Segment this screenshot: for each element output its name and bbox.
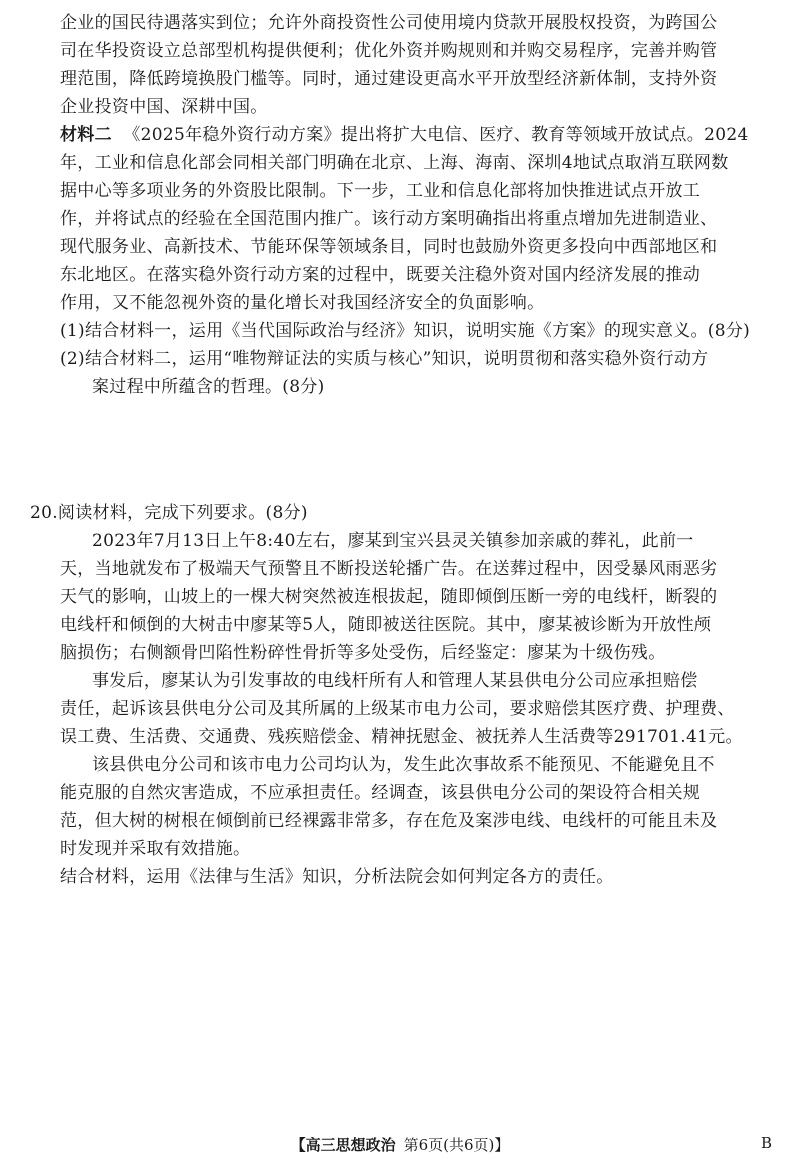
q20-para1-line: 天气的影响，山坡上的一棵大树突然被连根拔起，随即倾倒压断一旁的电线杆，断裂的 bbox=[60, 587, 718, 607]
material2-label: 材料二 bbox=[60, 125, 112, 145]
q20-para1-line: 电线杆和倾倒的大树击中廖某等5人，随即被送往医院。其中，廖某被诊断为开放性颅 bbox=[60, 615, 712, 635]
q20-para2-line: 误工费、生活费、交通费、残疾赔偿金、精神抚慰金、被抚养人生活费等291701.41元。 bbox=[60, 727, 743, 747]
material2-line: 年，工业和信息化部会同相关部门明确在北京、上海、海南、深圳4地试点取消互联网数 bbox=[60, 153, 729, 173]
footer-page-number: 第6页(共6页)】 bbox=[403, 1136, 510, 1154]
page-footer bbox=[0, 1134, 800, 1155]
q20-para1-line: 2023年7月13日上午8:40左右，廖某到宝兴县灵关镇参加亲戚的葬礼，此前一 bbox=[92, 531, 694, 551]
q19-subquestion-2-cont: 案过程中所蕴含的哲理。(8分) bbox=[92, 377, 325, 397]
material1-line: 企业投资中国、深耕中国。 bbox=[60, 97, 268, 117]
q20-para3-line: 能克服的自然灾害造成，不应承担责任。经调查，该县供电分公司的架设符合相关规 bbox=[60, 783, 701, 803]
q20-para3-line: 范，但大树的树根在倾倒前已经裸露非常多，存在危及案涉电线、电线杆的可能且未及 bbox=[60, 811, 718, 831]
material1-line: 司在华投资设立总部型机构提供便利；优化外资并购规则和并购交易程序，完善并购管 bbox=[60, 41, 718, 61]
q19-subquestion-2: (2)结合材料二，运用“唯物辩证法的实质与核心”知识，说明贯彻和落实稳外资行动方 bbox=[60, 349, 709, 369]
q20-para2-line: 事发后，廖某认为引发事故的电线杆所有人和管理人某县供电分公司应承担赔偿 bbox=[92, 671, 698, 691]
q20-task: 结合材料，运用《法律与生活》知识，分析法院会如何判定各方的责任。 bbox=[60, 867, 614, 887]
material2-text: 《2025年稳外资行动方案》提出将扩大电信、医疗、教育等领域开放试点。2024 bbox=[123, 125, 749, 145]
material1-line: 企业的国民待遇落实到位；允许外商投资性公司使用境内贷款开展股权投资，为跨国公 bbox=[60, 13, 718, 33]
material2-line: 据中心等多项业务的外资股比限制。下一步，工业和信息化部将加快推进试点开放工 bbox=[60, 181, 701, 201]
q20-para3-line: 该县供电分公司和该市电力公司均认为，发生此次事故系不能预见、不能避免且不 bbox=[92, 755, 715, 775]
footer-title: 【高三思想政治 bbox=[290, 1136, 396, 1154]
material2-line: 东北地区。在落实稳外资行动方案的过程中，既要关注稳外资对国内经济发展的推动 bbox=[60, 265, 701, 285]
q19-subquestion-1: (1)结合材料一，运用《当代国际政治与经济》知识，说明实施《方案》的现实意义。(8分) bbox=[60, 321, 751, 341]
material2-line bbox=[60, 122, 776, 148]
material2-line: 作用，又不能忽视外资的量化增长对我国经济安全的负面影响。 bbox=[60, 293, 545, 313]
q20-para1-line: 天，当地就发布了极端天气预警且不断投送轮播广告。在送葬过程中，因受暴风雨恶劣 bbox=[60, 559, 718, 579]
q20-heading: 20.阅读材料，完成下列要求。(8分) bbox=[30, 503, 308, 523]
paper-version: B bbox=[760, 1134, 772, 1152]
q20-para3-line: 时发现并采取有效措施。 bbox=[60, 839, 251, 859]
material2-line: 作，并将试点的经验在全国范围内推广。该行动方案明确指出将重点增加先进制造业、 bbox=[60, 209, 718, 229]
material2-line: 现代服务业、高新技术、节能环保等领域条目，同时也鼓励外资更多投向中西部地区和 bbox=[60, 237, 718, 257]
q20-para1-line: 脑损伤；右侧额骨凹陷性粉碎性骨折等多处受伤，后经鉴定：廖某为十级伤残。 bbox=[60, 643, 666, 663]
q20-para2-line: 责任，起诉该县供电分公司及其所属的上级某市电力公司，要求赔偿其医疗费、护理费、 bbox=[60, 699, 735, 719]
material1-line: 理范围，降低跨境换股门槛等。同时，通过建设更高水平开放型经济新体制，支持外资 bbox=[60, 69, 718, 89]
